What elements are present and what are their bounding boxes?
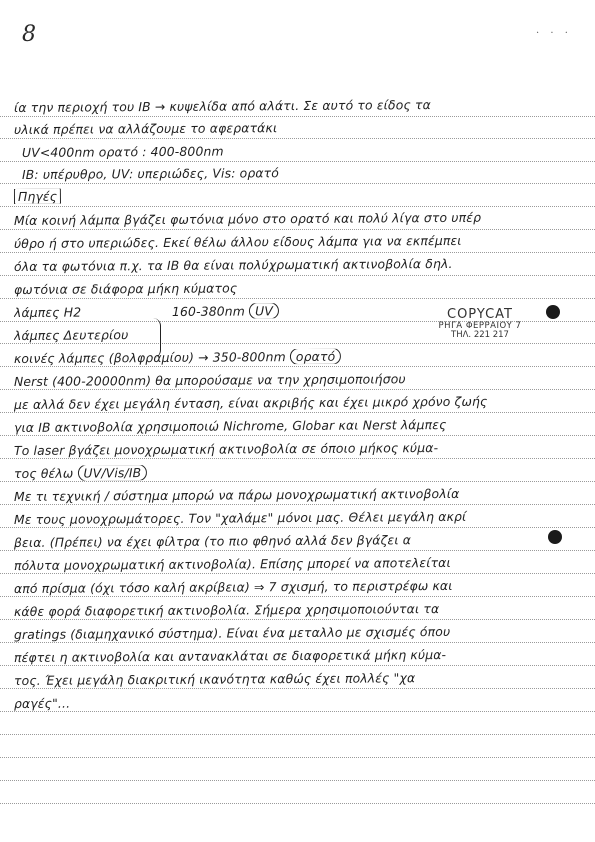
uv-vis-ib-circle: UV/Vis/IB	[77, 465, 147, 481]
note-line: πέφτει η ακτινοβολία και αντανακλάται σε διαφορετικά μήκη κύμα-	[13, 646, 447, 665]
corner-dots: · · ·	[536, 28, 572, 39]
note-line: UV<400nm ορατό : 400-800nm	[21, 143, 224, 160]
page-number: 8	[22, 22, 36, 47]
note-line: ία την περιοχή του ΙΒ → κυψελίδα από αλάτι. Σε αυτό το είδος τα	[13, 97, 431, 115]
punch-hole	[548, 530, 562, 544]
ruled-line	[0, 527, 595, 528]
ruled-line	[0, 252, 595, 253]
ruled-line	[0, 803, 595, 804]
note-line: Μία κοινή λάμπα βγάζει φωτόνια μόνο στο ορατό και πολύ λίγα στο υπέρ	[13, 209, 482, 228]
ruled-line	[0, 343, 595, 344]
note-line: κάθε φορά διαφορετική ακτινοβολία. Σήμερα χρησιμοποιούνται τα	[13, 601, 440, 619]
ruled-line	[0, 711, 595, 712]
ruled-line	[0, 642, 595, 643]
ruled-line	[0, 665, 595, 666]
note-line: Nerst (400-20000nm) θα μπορούσαμε να την χρησιμοποιήσου	[13, 371, 406, 389]
stamp-phone: ΤΗΛ. 221 217	[451, 329, 509, 340]
ruled-line	[0, 481, 595, 482]
uv-circle: UV	[249, 303, 279, 319]
ruled-line	[0, 161, 595, 162]
ruled-line	[0, 550, 595, 551]
note-line: ραγές"...	[13, 695, 71, 711]
ruled-line	[0, 298, 595, 299]
note-line: με αλλά δεν έχει μεγάλη ένταση, είναι ακριβής και έχει μικρό χρόνο ζωής	[13, 393, 488, 412]
sources-heading-box: Πηγές	[14, 189, 61, 204]
ruled-line	[0, 757, 595, 758]
note-line: ΙΒ: υπέρυθρο, UV: υπεριώδες, Vis: ορατό	[21, 165, 280, 182]
ruled-line	[0, 116, 595, 117]
note-line: Με τους μονοχρωμάτορες. Τον "χαλάμε" μόνοι μας. Θέλει μεγάλη ακρί	[13, 508, 467, 527]
ruled-line	[0, 138, 595, 139]
ruled-line	[0, 596, 595, 597]
ruled-line	[0, 183, 595, 184]
note-line: τος θέλω UV/Vis/IB	[14, 465, 147, 481]
ruled-line	[0, 504, 595, 505]
note-line: όλα τα φωτόνια π.χ. τα ΙΒ θα είναι πολύχρωματική ακτινοβολία δηλ.	[13, 255, 453, 274]
note-line: ύθρο ή στο υπεριώδες. Εκεί θέλω άλλου είδους λάμπα για να εκπέμπει	[13, 232, 462, 251]
ruled-line	[0, 780, 595, 781]
ruled-line	[0, 619, 595, 620]
ruled-line	[0, 206, 595, 207]
note-line: κοινές λάμπες (βολφραμίου) → 350-800nm ορατό	[14, 349, 341, 366]
ruled-line	[0, 734, 595, 735]
note-line: βεια. (Πρέπει) να έχει φίλτρα (το πιο φθηνό αλλά δεν βγάζει α	[13, 532, 412, 550]
stamp-name: COPYCAT	[447, 307, 513, 322]
wavelength-range: 160-380nm UV	[172, 303, 372, 319]
heading-sources	[14, 189, 61, 204]
note-line: για ΙΒ ακτινοβολία χρησιμοποιώ Nichrome, Globar και Nerst λάμπες	[13, 416, 447, 435]
ruled-line	[0, 573, 595, 574]
copy-shop-stamp	[425, 308, 535, 339]
ruled-line	[0, 275, 595, 276]
ruled-line	[0, 366, 595, 367]
note-line: από πρίσμα (όχι τόσο καλή ακρίβεια) ⇒ 7 σχισμή, το περιστρέφω και	[13, 577, 453, 596]
ruled-line	[0, 229, 595, 230]
ruled-line	[0, 688, 595, 689]
ruled-line	[0, 458, 595, 459]
note-line: τος. Έχει μεγάλη διακριτική ικανότητα καθώς έχει πολλές "χα	[13, 670, 416, 688]
ruled-line	[0, 435, 595, 436]
note-line: λάμπες Η2	[13, 304, 82, 320]
ruled-line	[0, 389, 595, 390]
note-line: λάμπες Δευτερίου	[13, 327, 129, 343]
punch-hole	[546, 305, 560, 319]
visible-circle: ορατό	[290, 349, 342, 365]
note-line: φωτόνια σε διάφορα μήκη κύματος	[13, 280, 238, 297]
note-line: Το laser βγάζει μονοχρωματική ακτινοβολία σε όποιο μήκος κύμα-	[13, 440, 439, 458]
stamp-address: ΡΗΓΑ ΦΕΡΡΑΙΟΥ 7	[438, 320, 522, 331]
note-line: υλικά πρέπει να αλλάζουμε το αφερατάκι	[13, 120, 278, 137]
note-line: πόλυτα μονοχρωματική ακτινοβολία). Επίσης μπορεί να αποτελείται	[13, 554, 451, 573]
note-line: gratings (διαμηχανικό σύστημα). Είναι ένα μεταλλο με σχισμές όπου	[13, 623, 451, 642]
ruled-line	[0, 412, 595, 413]
note-line: Με τι τεχνική / σύστημα μπορώ να πάρω μονοχρωματική ακτινοβολία	[13, 485, 460, 504]
